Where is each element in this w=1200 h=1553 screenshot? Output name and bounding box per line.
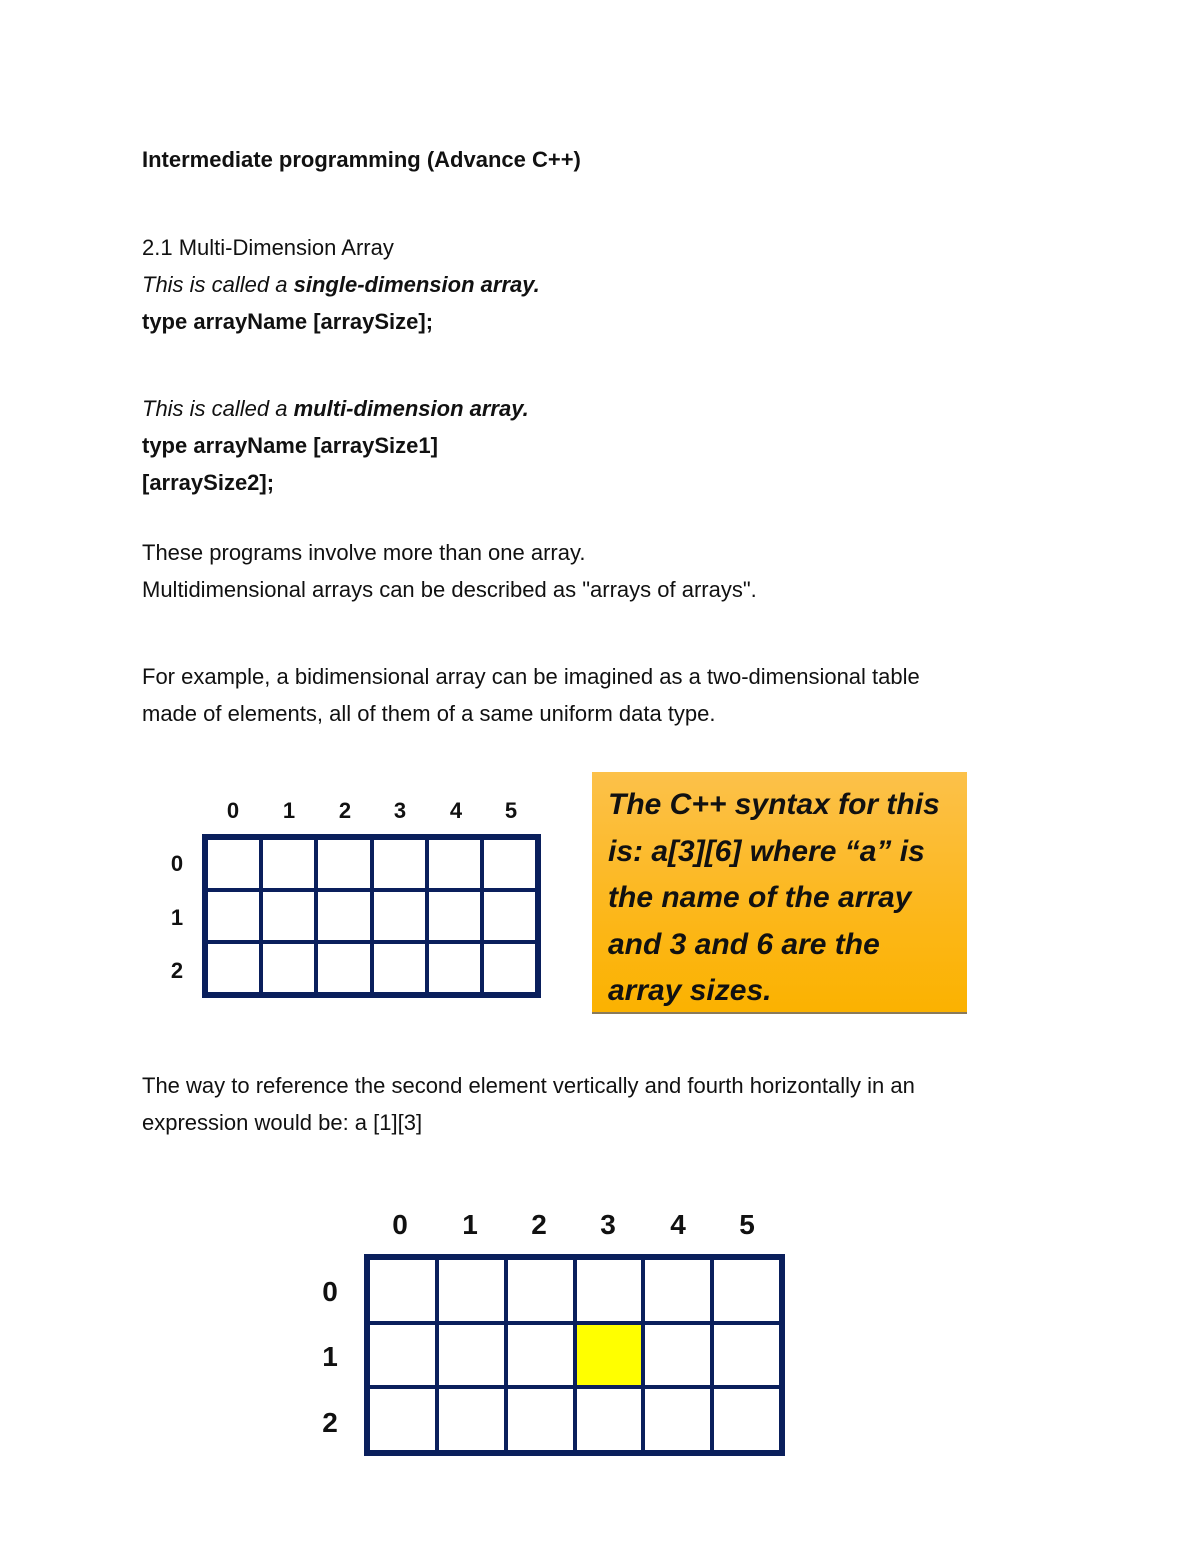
single-dimension-syntax: type arrayName [arraySize]; <box>142 309 434 334</box>
single-dimension-caption <box>142 271 540 299</box>
array-cell <box>261 838 316 890</box>
array-cell <box>437 1258 506 1323</box>
column-label: 5 <box>739 1209 755 1240</box>
array-cell <box>372 890 427 942</box>
column-label: 3 <box>600 1209 616 1240</box>
column-label: 1 <box>462 1209 478 1240</box>
caption-emphasis: multi-dimension array. <box>293 396 529 421</box>
document-title: Intermediate programming (Advance C++) <box>142 147 581 172</box>
paragraph-1-line-1: These programs involve more than one array. <box>142 540 586 565</box>
row-label: 1 <box>170 905 184 930</box>
array-cell <box>368 1323 437 1388</box>
array-cell <box>643 1387 712 1452</box>
multi-dimension-syntax-line2: [arraySize2]; <box>142 470 275 495</box>
column-label: 2 <box>338 798 352 823</box>
section-heading: 2.1 Multi-Dimension Array <box>142 235 394 260</box>
array-cell <box>506 1323 575 1388</box>
array-cell <box>643 1323 712 1388</box>
column-label: 0 <box>392 1209 408 1240</box>
array-cell <box>206 942 261 994</box>
column-label: 1 <box>282 798 296 823</box>
array-cell <box>712 1323 781 1388</box>
highlighted-array-cell <box>575 1323 644 1388</box>
array-cell <box>482 890 537 942</box>
row-label: 1 <box>322 1341 338 1372</box>
array-cell <box>712 1387 781 1452</box>
array-cell <box>643 1258 712 1323</box>
multi-dimension-caption <box>142 395 529 423</box>
row-label: 0 <box>170 851 184 876</box>
caption-prefix: This is called a <box>142 396 294 421</box>
paragraph-3-line-1: The way to reference the second element vertically and fourth horizontally in an <box>142 1073 915 1098</box>
array-cell <box>506 1387 575 1452</box>
array-cell <box>372 838 427 890</box>
array-cell <box>437 1323 506 1388</box>
row-label: 0 <box>322 1276 338 1307</box>
array-grid <box>202 834 541 998</box>
row-label: 2 <box>322 1407 338 1438</box>
caption-prefix: This is called a <box>142 272 294 297</box>
array-cell <box>316 890 371 942</box>
array-cell <box>437 1387 506 1452</box>
paragraph-2-line-2: made of elements, all of them of a same uniform data type. <box>142 701 716 726</box>
array-cell <box>316 942 371 994</box>
array-cell <box>368 1258 437 1323</box>
array-cell <box>575 1387 644 1452</box>
array-cell <box>372 942 427 994</box>
array-cell <box>427 890 482 942</box>
paragraph-1-line-2: Multidimensional arrays can be described as "arrays of arrays". <box>142 577 757 602</box>
array-cell <box>368 1387 437 1452</box>
array-cell <box>427 838 482 890</box>
array-cell <box>506 1258 575 1323</box>
array-grid-highlighted <box>364 1254 785 1456</box>
column-label: 3 <box>393 798 407 823</box>
array-cell <box>261 890 316 942</box>
array-cell <box>261 942 316 994</box>
row-label: 2 <box>170 958 184 983</box>
array-cell <box>482 838 537 890</box>
array-cell <box>206 838 261 890</box>
array-cell <box>712 1258 781 1323</box>
paragraph-2-line-1: For example, a bidimensional array can be imagined as a two-dimensional table <box>142 664 920 689</box>
callout-text: The C++ syntax for this is: a[3][6] where “a” is the name of the array and 3 and 6 are the array sizes. <box>608 788 940 1007</box>
column-label: 4 <box>449 798 463 823</box>
column-label: 0 <box>226 798 240 823</box>
array-cell <box>482 942 537 994</box>
array-cell <box>206 890 261 942</box>
column-label: 5 <box>504 798 518 823</box>
caption-emphasis: single-dimension array. <box>293 272 540 297</box>
array-cell <box>575 1258 644 1323</box>
multi-dimension-syntax-line1: type arrayName [arraySize1] <box>142 433 438 458</box>
column-label: 2 <box>531 1209 547 1240</box>
column-label: 4 <box>670 1209 686 1240</box>
array-cell <box>427 942 482 994</box>
array-cell <box>316 838 371 890</box>
paragraph-3-line-2: expression would be: a [1][3] <box>142 1110 423 1135</box>
syntax-callout <box>592 772 967 1012</box>
